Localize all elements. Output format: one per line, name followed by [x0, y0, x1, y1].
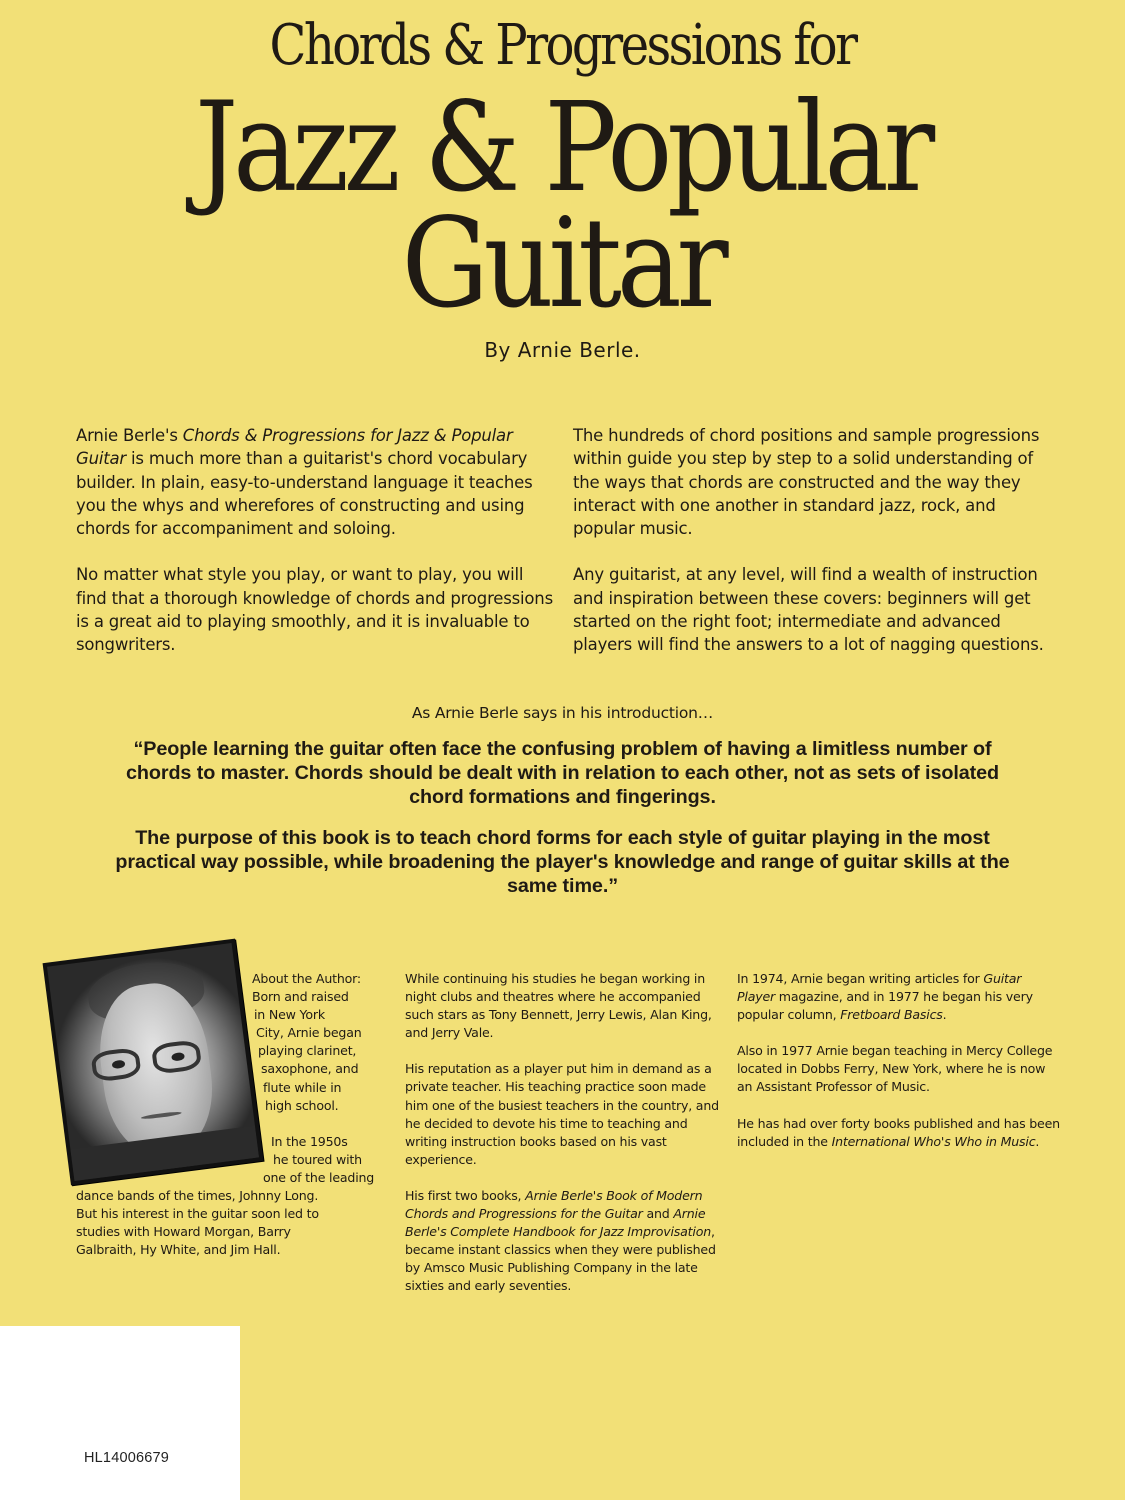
- text-run: He has had over forty books published and has been included in the: [737, 1115, 1060, 1149]
- bio-line: he toured with: [273, 1151, 362, 1167]
- bio-paragraph: [405, 1187, 730, 1296]
- bio-line: In the 1950s: [271, 1133, 348, 1149]
- bio-line: studies with Howard Morgan, Barry: [76, 1224, 291, 1240]
- book-title-italic: Arnie Berle's Complete Handbook for Jazz Improvisation: [405, 1206, 711, 1240]
- bio-line: one of the leading: [263, 1169, 375, 1185]
- quote-lead-in: As Arnie Berle says in his introduction…: [411, 704, 714, 722]
- bio-line: But his interest in the guitar soon led to: [76, 1206, 319, 1222]
- bio-paragraph: [76, 1133, 386, 1260]
- intro-paragraph: No matter what style you play, or want to play, you will find that a thorough knowledge of chords and progressions is a great aid to playing smoothly, and it is invaluable to songwriters.: [76, 565, 553, 655]
- bio-line: playing clarinet,: [258, 1043, 357, 1059]
- bio-paragraph: His reputation as a player put him in demand as a private teacher. His teaching practice soon made him one of the busiest teachers in the country, and he decided to devote his time to teaching and writing instruction books based on his vast experience.: [405, 1061, 719, 1167]
- text-run: .: [942, 1007, 947, 1023]
- barcode-area: [0, 1326, 240, 1500]
- text-run: .: [1035, 1133, 1040, 1149]
- text-run: is much more than a guitarist's chord vocabulary builder. In plain, easy-to-understand language it teaches you the whys and wherefores of constructing and using chords for accompaniment and soloing.: [76, 449, 533, 539]
- bio-column-1: [76, 970, 386, 1259]
- bio-paragraph: While continuing his studies he began working in night clubs and theatres where he accompanied such stars as Tony Bennett, Jerry Lewis, Alan King, and Jerry Vale.: [405, 971, 712, 1041]
- bio-line: About the Author:: [252, 971, 361, 986]
- intro-paragraph: Any guitarist, at any level, will find a wealth of instruction and inspiration between these covers: beginners will get started on the right foot; intermediate and advanced players will find the answers to a lot of nagging questions.: [573, 565, 1044, 655]
- title-main-line2: Guitar: [401, 192, 724, 336]
- book-title-italic: Arnie Berle's Book of Modern Chords and Progressions for the Guitar: [405, 1187, 703, 1222]
- text-run: In 1974, Arnie began writing articles for: [737, 971, 984, 986]
- bio-line: in New York: [254, 1007, 325, 1023]
- publication-title-italic: International Who's Who in Music: [831, 1133, 1036, 1149]
- text-run: and: [642, 1206, 674, 1222]
- intro-paragraph: [76, 424, 556, 540]
- quote-paragraph: The purpose of this book is to teach chord forms for each style of guitar playing in the most practical way possible, while broadening the player's knowledge and range of guitar skills at the same time.”: [115, 827, 1010, 897]
- title-main-line1: Jazz & Popular: [195, 76, 930, 220]
- column-title-italic: Fretboard Basics: [840, 1007, 943, 1023]
- text-run: magazine, and in 1977 he began his very popular column,: [737, 989, 1033, 1023]
- intro-column-left: [76, 424, 556, 680]
- bio-paragraph: [737, 970, 1062, 1024]
- text-run: Arnie Berle's: [76, 426, 183, 445]
- book-title-italic: Chords & Progressions for Jazz & Popular Guitar: [76, 426, 513, 469]
- bio-line: dance bands of the times, Johnny Long.: [76, 1188, 319, 1204]
- quote-paragraph: “People learning the guitar often face the confusing problem of having a limitless number of chords to master. Chords should be dealt with in relation to each other, not as sets of isolated chord formations and fingerings.: [125, 738, 999, 808]
- bio-line: high school.: [265, 1097, 339, 1113]
- product-code: HL14006679: [84, 1450, 170, 1466]
- bio-line: City, Arnie began: [256, 1025, 362, 1041]
- author-byline: By Arnie Berle.: [484, 338, 641, 362]
- author-quote: [110, 737, 1015, 915]
- title-subtitle: Chords & Progressions for: [269, 13, 856, 78]
- intro-column-right: [573, 424, 1053, 680]
- bio-paragraph: [737, 1115, 1062, 1151]
- bio-column-2: [405, 970, 730, 1314]
- bio-line: flute while in: [263, 1079, 342, 1095]
- bio-column-3: [737, 970, 1062, 1169]
- intro-paragraph: The hundreds of chord positions and sample progressions within guide you step by step to a solid understanding of the ways that chords are constructed and the way they interact with one another in standard jazz, rock, and popular music.: [573, 426, 1040, 539]
- bio-paragraph: [76, 970, 386, 1115]
- bio-paragraph: Also in 1977 Arnie began teaching in Mercy College located in Dobbs Ferry, New York, where he is now an Assistant Professor of Music.: [737, 1043, 1053, 1095]
- bio-line: Born and raised: [252, 989, 349, 1005]
- magazine-title-italic: Guitar Player: [737, 971, 1022, 1005]
- text-run: , became instant classics when they were published by Amsco Music Publishing Company in the late sixties and early seventies.: [405, 1224, 716, 1294]
- bio-line: saxophone, and: [261, 1061, 359, 1077]
- bio-line: Galbraith, Hy White, and Jim Hall.: [76, 1242, 281, 1258]
- text-run: His first two books,: [405, 1187, 526, 1203]
